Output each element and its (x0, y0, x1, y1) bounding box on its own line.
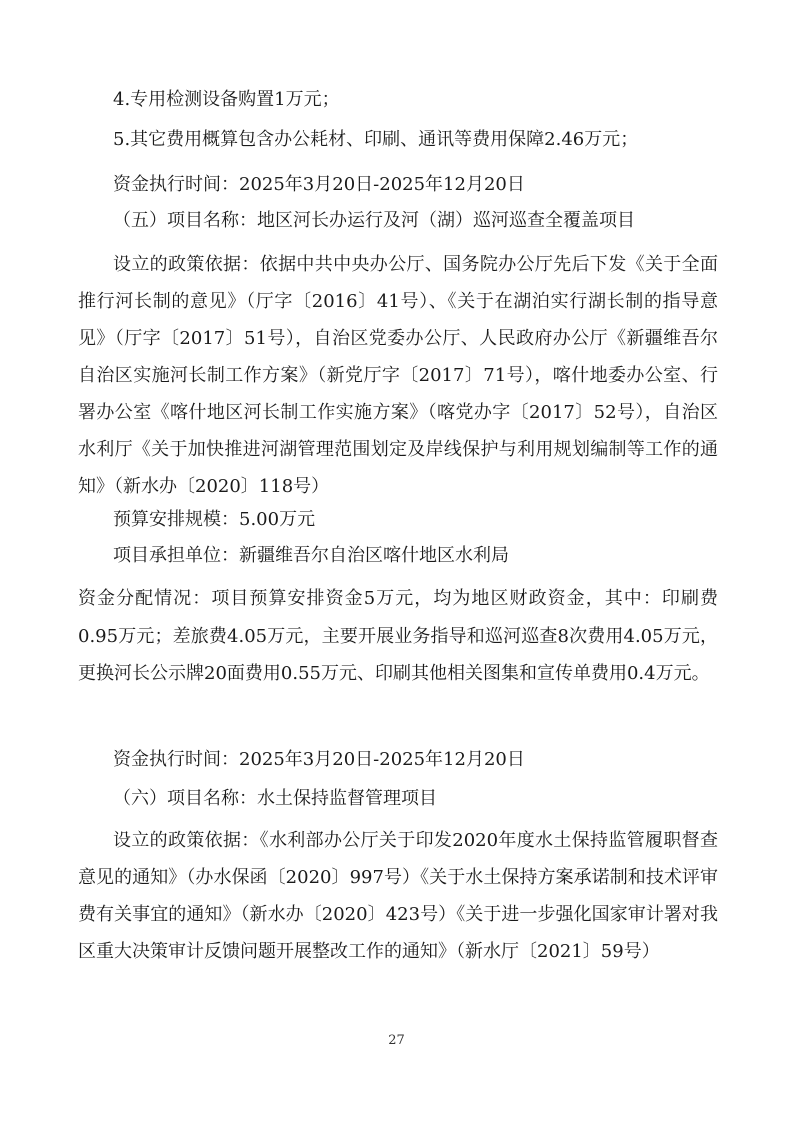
policy-basis-paragraph-2: 设立的政策依据：《水利部办公厅关于印发2020年度水土保持监管履职督查意见的通知》（办水保函〔2020〕997号）《关于水土保持方案承诺制和技术评审费有关事宜的通知》（新水办〔2020〕423号）《关于进一步强化国家审计署对我区重大决策审计反馈问题开展整改工作的通知》（新水厅〔2021〕59号） (78, 830, 718, 962)
fund-allocation-paragraph: 资金分配情况：项目预算安排资金5万元，均为地区财政资金，其中：印刷费0.95万元；差旅费4.05万元，主要开展业务指导和巡河巡查8次费用4.05万元，更换河长公示牌20面费用0.55万元、印刷其他相关图集和宣传单费用0.4万元。 (78, 588, 718, 684)
project-6-title: （六）项目名称：水土保持监督管理项目 (113, 788, 437, 809)
budget-scale: 预算安排规模：5.00万元 (113, 509, 316, 530)
responsible-unit: 项目承担单位：新疆维吾尔自治区喀什地区水利局 (113, 545, 509, 566)
execution-time-2: 资金执行时间：2025年3月20日-2025年12月20日 (113, 749, 525, 770)
item-5-other-costs: 5.其它费用概算包含办公耗材、印刷、通讯等费用保障2.46万元； (113, 129, 639, 150)
item-4-equipment: 4.专用检测设备购置1万元； (113, 89, 340, 110)
page-number: 27 (388, 1033, 405, 1048)
execution-time-1: 资金执行时间：2025年3月20日-2025年12月20日 (113, 174, 525, 195)
project-5-title: （五）项目名称：地区河长办运行及河（湖）巡河巡查全覆盖项目 (113, 210, 635, 231)
policy-basis-paragraph-1: 设立的政策依据：依据中共中央办公厅、国务院办公厅先后下发《关于全面推行河长制的意见》（厅字〔2016〕41号）、《关于在湖泊实行湖长制的指导意见》（厅字〔2017〕51号），自治区党委办公厅、人民政府办公厅《新疆维吾尔自治区实施河长制工作方案》（新党厅字〔2017〕71号），喀什地委办公室、行署办公室《喀什地区河长制工作实施方案》（喀党办字〔2017〕52号），自治区水利厅《关于加快推进河湖管理范围划定及岸线保护与利用规划编制等工作的通知》（新水办〔2020〕118号） (78, 254, 718, 497)
